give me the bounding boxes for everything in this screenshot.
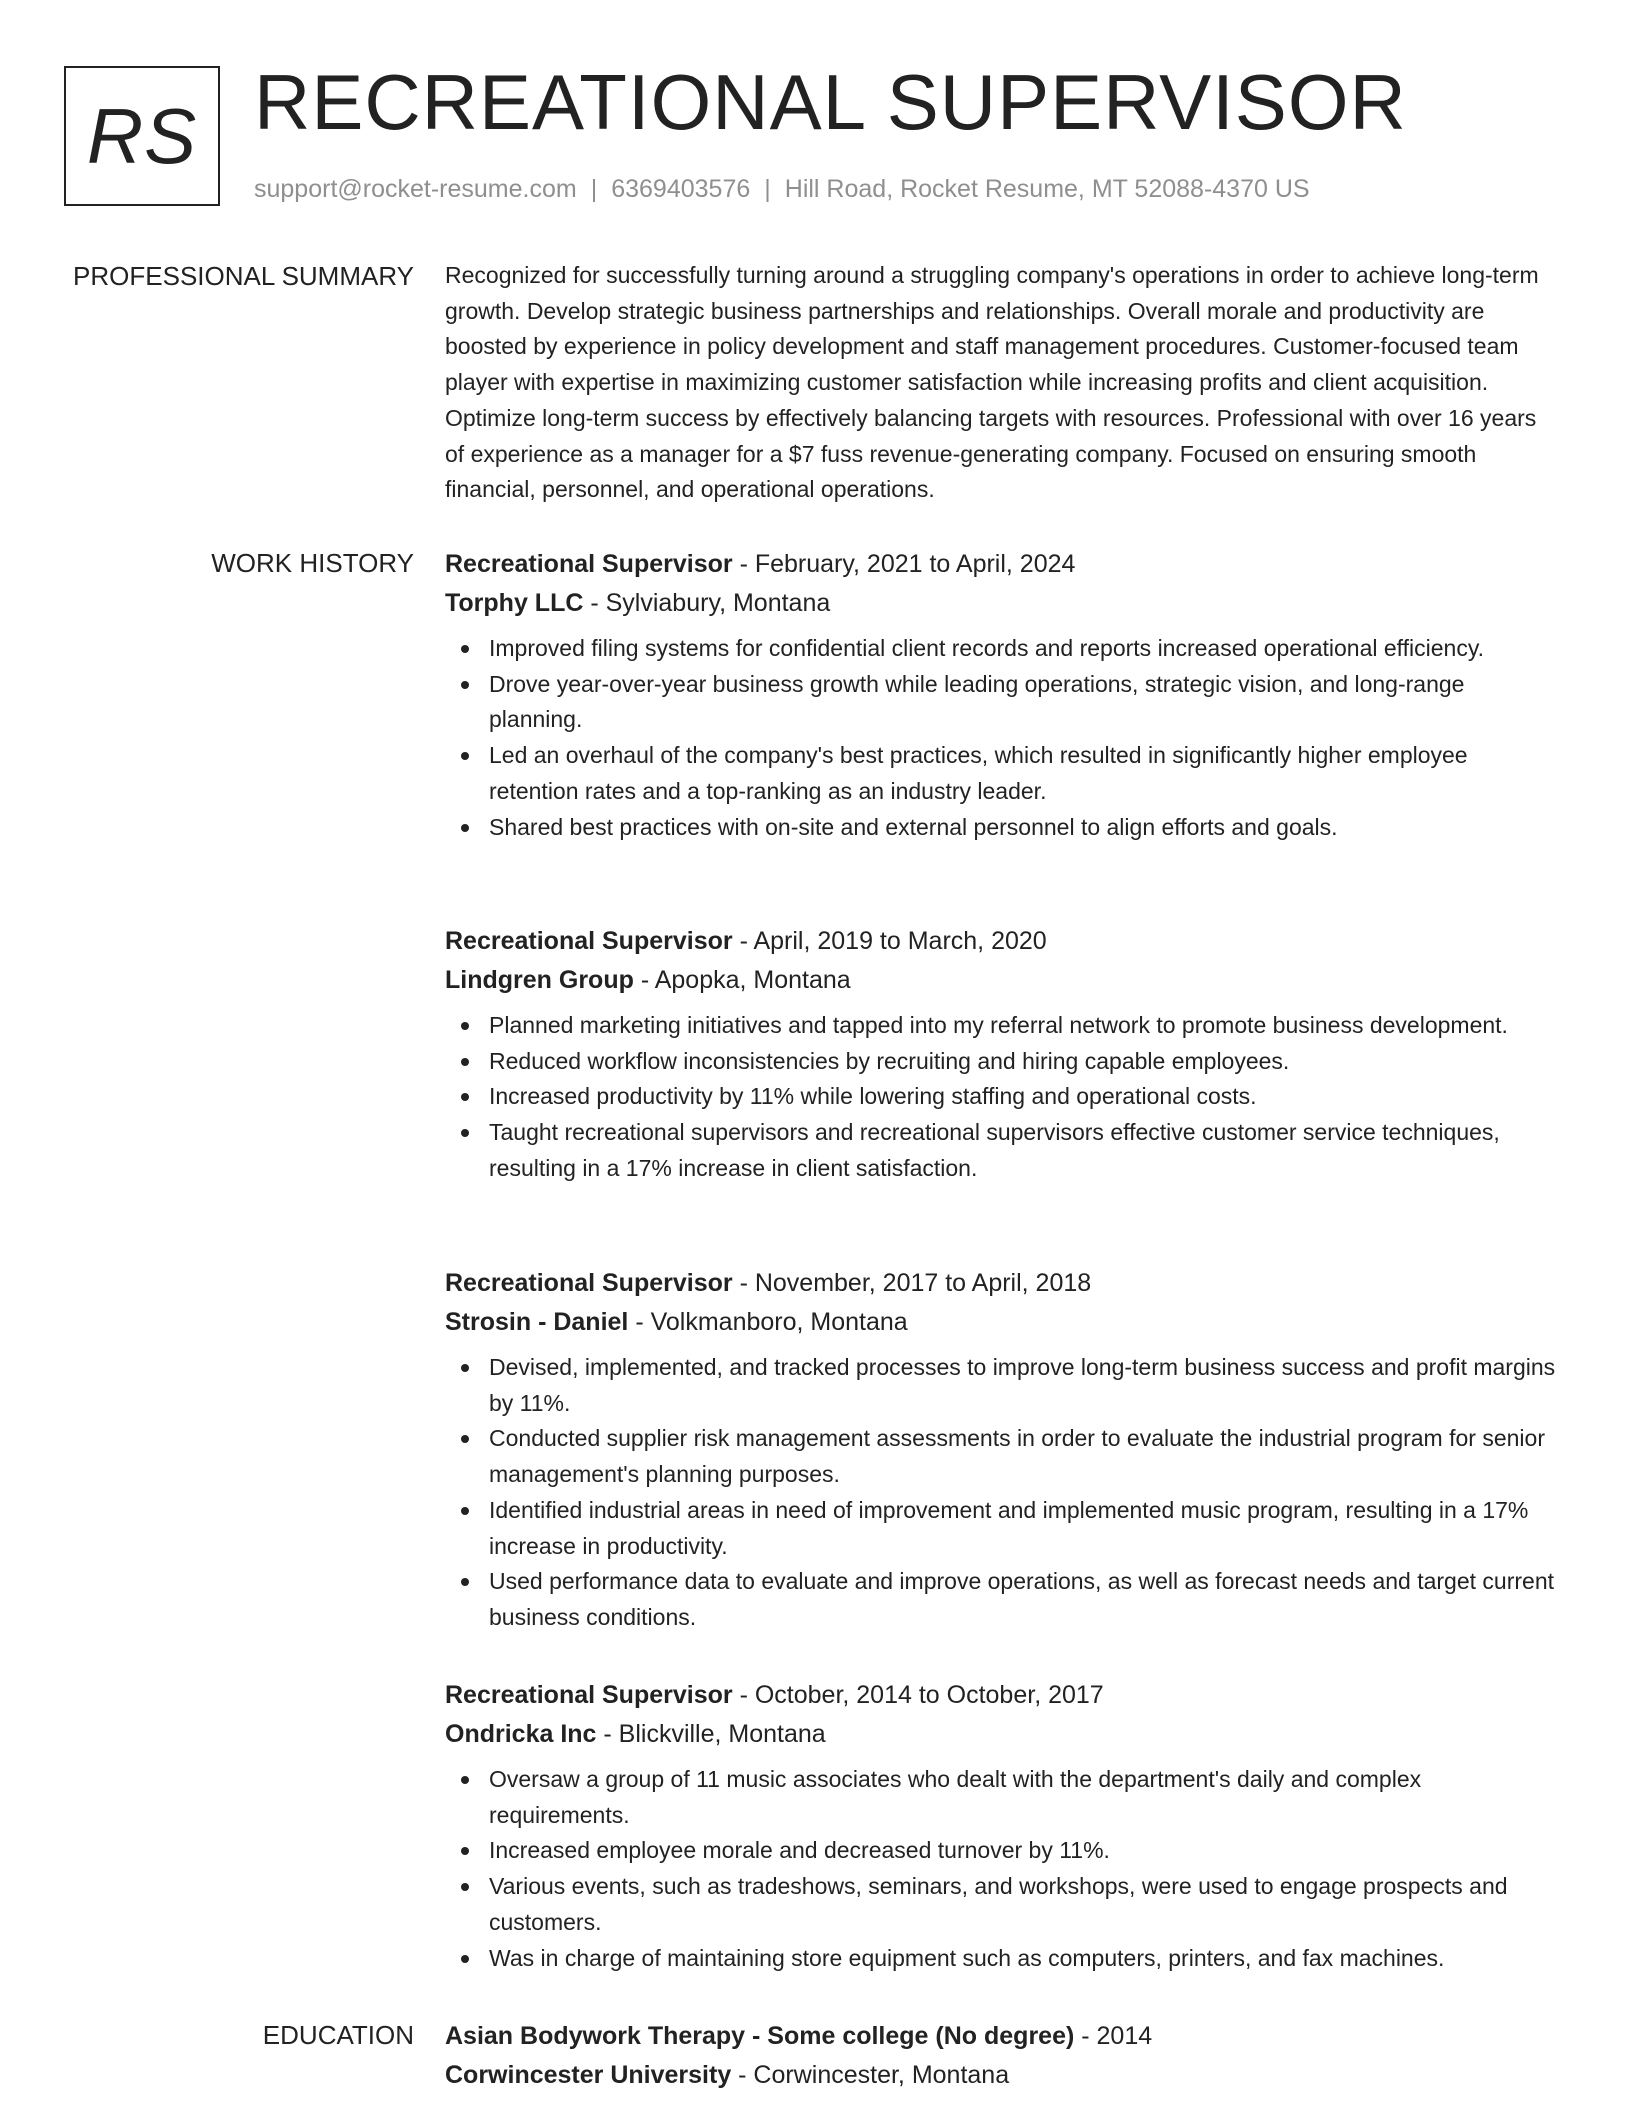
job-title: Recreational Supervisor xyxy=(445,927,733,955)
job-location: - Sylviabury, Montana xyxy=(583,589,831,617)
bullet-dot-icon xyxy=(461,824,469,832)
section-label-work-history: WORK HISTORY xyxy=(211,548,414,578)
bullet-dot-icon xyxy=(461,1435,469,1443)
bullet-dot-icon xyxy=(461,1578,469,1586)
contact-address: Hill Road, Rocket Resume, MT 52088-4370 US xyxy=(784,175,1310,203)
job-bullet-list xyxy=(445,1762,1560,1976)
bullet-dot-icon xyxy=(461,1364,469,1372)
job-bullet: Oversaw a group of 11 music associates who dealt with the department's daily and complex requirements. xyxy=(445,1762,1560,1833)
job-dates: - February, 2021 to April, 2024 xyxy=(732,550,1076,578)
job-title: Recreational Supervisor xyxy=(445,1681,733,1709)
bullet-dot-icon xyxy=(461,1022,469,1030)
job-dates: - April, 2019 to March, 2020 xyxy=(732,927,1047,955)
job-title-line xyxy=(445,545,1560,584)
candidate-name: RECREATIONAL SUPERVISOR xyxy=(254,58,1407,146)
job-bullet-list xyxy=(445,631,1560,845)
bullet-dot-icon xyxy=(461,1955,469,1963)
education-year: - 2014 xyxy=(1074,2022,1153,2050)
contact-line xyxy=(254,172,1310,206)
job-company: Lindgren Group xyxy=(445,966,634,994)
bullet-dot-icon xyxy=(461,1093,469,1101)
job-bullet: Planned marketing initiatives and tapped into my referral network to promote business development. xyxy=(445,1008,1560,1044)
job-bullet: Was in charge of maintaining store equipment such as computers, printers, and fax machines. xyxy=(445,1941,1560,1977)
job-company-line xyxy=(445,1715,1560,1754)
job-title: Recreational Supervisor xyxy=(445,1269,733,1297)
job-company: Torphy LLC xyxy=(445,589,584,617)
job-bullet-list xyxy=(445,1008,1560,1187)
bullet-dot-icon xyxy=(461,681,469,689)
bullet-dot-icon xyxy=(461,1776,469,1784)
job-bullet: Reduced workflow inconsistencies by recruiting and hiring capable employees. xyxy=(445,1044,1560,1080)
job-bullet-list xyxy=(445,1350,1560,1636)
job-bullet: Taught recreational supervisors and recreational supervisors effective customer service techniques, resulting in a 17% increase in client satisfaction. xyxy=(445,1115,1560,1186)
bullet-dot-icon xyxy=(461,1058,469,1066)
contact-separator: | xyxy=(764,175,771,203)
summary-text: Recognized for successfully turning around a struggling company's operations in order to achieve long-term growth. Develop strategic business partnerships and relationships. Overall morale and productivity are boosted by experience in policy development and staff management procedures. Customer-focused team player with expertise in maximizing customer satisfaction while increasing profits and client acquisition. Optimize long-term success by effectively balancing targets with resources. Professional with over 16 years of experience as a manager for a $7 fuss revenue-generating company. Focused on ensuring smooth financial, personnel, and operational operations. xyxy=(445,262,1539,503)
job-bullet: Identified industrial areas in need of improvement and implemented music program, resulting in a 17% increase in productivity. xyxy=(445,1493,1560,1564)
contact-email: support@rocket-resume.com xyxy=(254,175,577,203)
job-bullet: Increased employee morale and decreased turnover by 11%. xyxy=(445,1833,1560,1869)
contact-separator: | xyxy=(590,175,598,203)
job-bullet: Devised, implemented, and tracked processes to improve long-term business success and profit margins by 11%. xyxy=(445,1350,1560,1421)
job-company: Ondricka Inc xyxy=(445,1720,597,1748)
section-label-summary: PROFESSIONAL SUMMARY xyxy=(73,261,414,291)
bullet-dot-icon xyxy=(461,645,469,653)
job-bullet: Improved filing systems for confidential client records and reports increased operational efficiency. xyxy=(445,631,1560,667)
job-location: - Blickville, Montana xyxy=(596,1720,826,1748)
job-dates: - November, 2017 to April, 2018 xyxy=(732,1269,1092,1297)
job-company: Strosin - Daniel xyxy=(445,1308,629,1336)
education-degree-line xyxy=(445,2017,1560,2056)
education-school-line xyxy=(445,2056,1560,2095)
job-company-line xyxy=(445,584,1560,623)
job-company-line xyxy=(445,961,1560,1000)
job-bullet: Drove year-over-year business growth while leading operations, strategic vision, and long-range planning. xyxy=(445,667,1560,738)
bullet-dot-icon xyxy=(461,1507,469,1515)
summary-body xyxy=(445,258,1560,508)
job-company-line xyxy=(445,1303,1560,1342)
education-school: Corwincester University xyxy=(445,2061,732,2089)
bullet-dot-icon xyxy=(461,1847,469,1855)
bullet-dot-icon xyxy=(461,1129,469,1137)
job-location: - Volkmanboro, Montana xyxy=(628,1308,908,1336)
bullet-dot-icon xyxy=(461,752,469,760)
job-dates: - October, 2014 to October, 2017 xyxy=(732,1681,1104,1709)
bullet-dot-icon xyxy=(461,1883,469,1891)
job-location: - Apopka, Montana xyxy=(633,966,851,994)
job-bullet: Conducted supplier risk management assessments in order to evaluate the industrial program for senior management's planning purposes. xyxy=(445,1421,1560,1492)
monogram-logo: RS xyxy=(64,66,220,206)
job-title-line xyxy=(445,1264,1560,1303)
job-bullet: Used performance data to evaluate and improve operations, as well as forecast needs and target current business conditions. xyxy=(445,1564,1560,1635)
job-bullet: Led an overhaul of the company's best practices, which resulted in significantly higher employee retention rates and a top-ranking as an industry leader. xyxy=(445,738,1560,809)
job-title: Recreational Supervisor xyxy=(445,550,733,578)
job-bullet: Shared best practices with on-site and external personnel to align efforts and goals. xyxy=(445,810,1560,846)
education-degree: Asian Bodywork Therapy - Some college (No degree) xyxy=(445,2022,1075,2050)
contact-phone: 6369403576 xyxy=(611,175,751,203)
education-location: - Corwincester, Montana xyxy=(731,2061,1010,2089)
job-bullet: Various events, such as tradeshows, seminars, and workshops, were used to engage prospects and customers. xyxy=(445,1869,1560,1940)
job-title-line xyxy=(445,922,1560,961)
job-bullet: Increased productivity by 11% while lowering staffing and operational costs. xyxy=(445,1079,1560,1115)
job-title-line xyxy=(445,1676,1560,1715)
section-label-education: EDUCATION xyxy=(262,2020,414,2050)
